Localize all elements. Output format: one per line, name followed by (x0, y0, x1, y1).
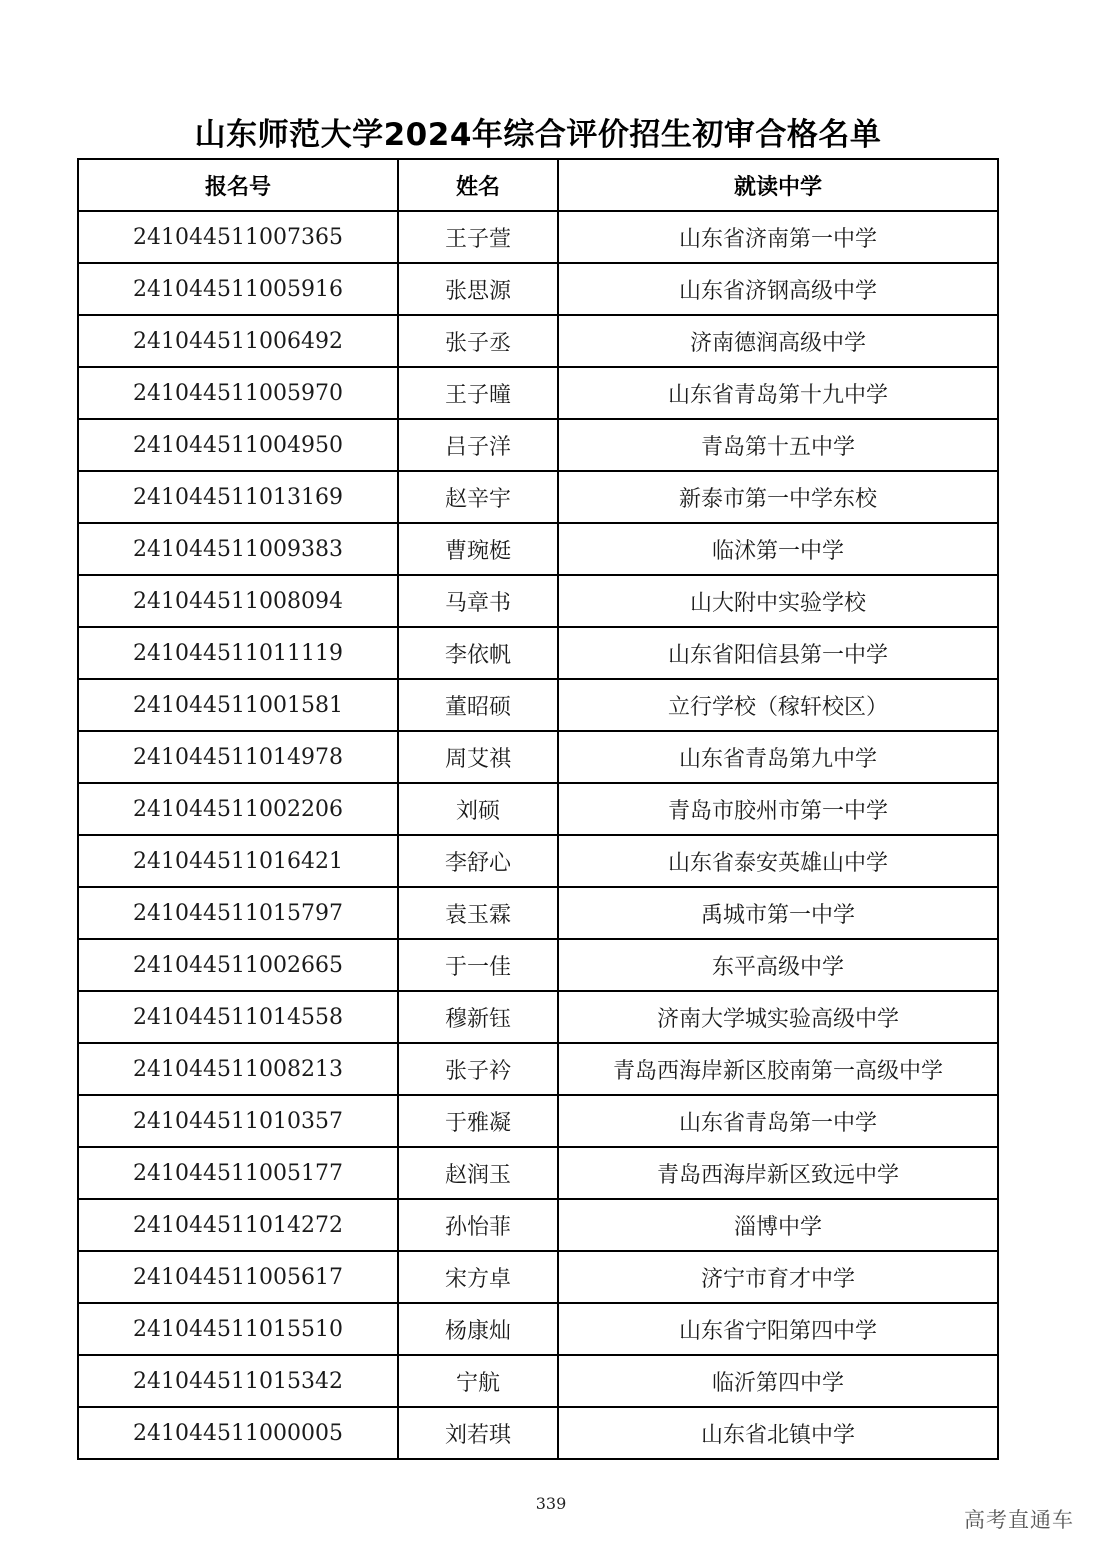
registration-number-cell: 241044511002206 (78, 783, 398, 835)
registration-number-cell: 241044511006492 (78, 315, 398, 367)
student-name-cell: 张思源 (398, 263, 558, 315)
school-cell: 山东省宁阳第四中学 (558, 1303, 998, 1355)
registration-number-cell: 241044511015510 (78, 1303, 398, 1355)
table-row (78, 367, 998, 419)
registration-number-cell: 241044511014978 (78, 731, 398, 783)
school-cell: 青岛市胶州市第一中学 (558, 783, 998, 835)
student-name-cell: 袁玉霖 (398, 887, 558, 939)
table-body (78, 211, 998, 1459)
school-cell: 山东省泰安英雄山中学 (558, 835, 998, 887)
table-row (78, 1147, 998, 1199)
school-cell: 青岛第十五中学 (558, 419, 998, 471)
table-row (78, 1095, 998, 1147)
registration-number-cell: 241044511016421 (78, 835, 398, 887)
registration-number-cell: 241044511014558 (78, 991, 398, 1043)
registration-number-cell: 241044511015797 (78, 887, 398, 939)
school-cell: 山东省阳信县第一中学 (558, 627, 998, 679)
table-row (78, 1251, 998, 1303)
registration-number-cell: 241044511005916 (78, 263, 398, 315)
student-name-cell: 董昭硕 (398, 679, 558, 731)
registration-number-cell: 241044511004950 (78, 419, 398, 471)
student-name-cell: 杨康灿 (398, 1303, 558, 1355)
table-row (78, 419, 998, 471)
table-row (78, 1199, 998, 1251)
school-cell: 济南大学城实验高级中学 (558, 991, 998, 1043)
table-row (78, 1303, 998, 1355)
student-name-cell: 张子衿 (398, 1043, 558, 1095)
registration-number-cell: 241044511011119 (78, 627, 398, 679)
registration-number-cell: 241044511005970 (78, 367, 398, 419)
school-cell: 山东省青岛第九中学 (558, 731, 998, 783)
student-name-cell: 王子曈 (398, 367, 558, 419)
student-name-cell: 于雅凝 (398, 1095, 558, 1147)
school-cell: 山东省济钢高级中学 (558, 263, 998, 315)
school-cell: 山东省青岛第一中学 (558, 1095, 998, 1147)
student-name-cell: 刘硕 (398, 783, 558, 835)
student-name-cell: 宋方卓 (398, 1251, 558, 1303)
registration-number-cell: 241044511014272 (78, 1199, 398, 1251)
student-name-cell: 周艾祺 (398, 731, 558, 783)
table-row (78, 783, 998, 835)
table-row (78, 575, 998, 627)
page-number: 339 (535, 1494, 567, 1513)
header-row (78, 159, 998, 211)
table-row (78, 887, 998, 939)
table-row (78, 1043, 998, 1095)
admission-list-table (77, 158, 999, 1460)
registration-number-cell: 241044511013169 (78, 471, 398, 523)
school-cell: 济宁市育才中学 (558, 1251, 998, 1303)
registration-number-cell: 241044511010357 (78, 1095, 398, 1147)
table-row (78, 991, 998, 1043)
header-school: 就读中学 (558, 159, 998, 211)
registration-number-cell: 241044511009383 (78, 523, 398, 575)
school-cell: 淄博中学 (558, 1199, 998, 1251)
school-cell: 临沂第四中学 (558, 1355, 998, 1407)
school-cell: 山东省青岛第十九中学 (558, 367, 998, 419)
table-row (78, 835, 998, 887)
student-name-cell: 赵润玉 (398, 1147, 558, 1199)
page-title: 山东师范大学2024年综合评价招生初审合格名单 (194, 117, 882, 153)
school-cell: 东平高级中学 (558, 939, 998, 991)
table-row (78, 315, 998, 367)
table-row (78, 523, 998, 575)
table-header (78, 159, 998, 211)
watermark: 高考直通车 (964, 1508, 1074, 1532)
table-row (78, 471, 998, 523)
registration-number-cell: 241044511008094 (78, 575, 398, 627)
table-row (78, 939, 998, 991)
registration-number-cell: 241044511002665 (78, 939, 398, 991)
school-cell: 山东省济南第一中学 (558, 211, 998, 263)
student-name-cell: 赵辛宇 (398, 471, 558, 523)
school-cell: 禹城市第一中学 (558, 887, 998, 939)
school-cell: 青岛西海岸新区胶南第一高级中学 (558, 1043, 998, 1095)
registration-number-cell: 241044511008213 (78, 1043, 398, 1095)
school-cell: 山大附中实验学校 (558, 575, 998, 627)
registration-number-cell: 241044511005177 (78, 1147, 398, 1199)
student-name-cell: 王子萱 (398, 211, 558, 263)
table-row (78, 679, 998, 731)
table-row (78, 731, 998, 783)
registration-number-cell: 241044511015342 (78, 1355, 398, 1407)
student-name-cell: 宁航 (398, 1355, 558, 1407)
school-cell: 新泰市第一中学东校 (558, 471, 998, 523)
school-cell: 立行学校（稼轩校区） (558, 679, 998, 731)
school-cell: 山东省北镇中学 (558, 1407, 998, 1459)
student-name-cell: 穆新钰 (398, 991, 558, 1043)
school-cell: 临沭第一中学 (558, 523, 998, 575)
student-name-cell: 曹琬梃 (398, 523, 558, 575)
table-row (78, 1355, 998, 1407)
student-name-cell: 于一佳 (398, 939, 558, 991)
school-cell: 济南德润高级中学 (558, 315, 998, 367)
header-name: 姓名 (398, 159, 558, 211)
header-registration-number: 报名号 (78, 159, 398, 211)
school-cell: 青岛西海岸新区致远中学 (558, 1147, 998, 1199)
table-row (78, 1407, 998, 1459)
student-name-cell: 张子丞 (398, 315, 558, 367)
table-row (78, 627, 998, 679)
student-name-cell: 孙怡菲 (398, 1199, 558, 1251)
registration-number-cell: 241044511001581 (78, 679, 398, 731)
student-name-cell: 吕子洋 (398, 419, 558, 471)
registration-number-cell: 241044511000005 (78, 1407, 398, 1459)
table-row (78, 263, 998, 315)
registration-number-cell: 241044511007365 (78, 211, 398, 263)
student-name-cell: 李舒心 (398, 835, 558, 887)
student-name-cell: 刘若琪 (398, 1407, 558, 1459)
table-row (78, 211, 998, 263)
student-name-cell: 马章书 (398, 575, 558, 627)
registration-number-cell: 241044511005617 (78, 1251, 398, 1303)
student-name-cell: 李依帆 (398, 627, 558, 679)
